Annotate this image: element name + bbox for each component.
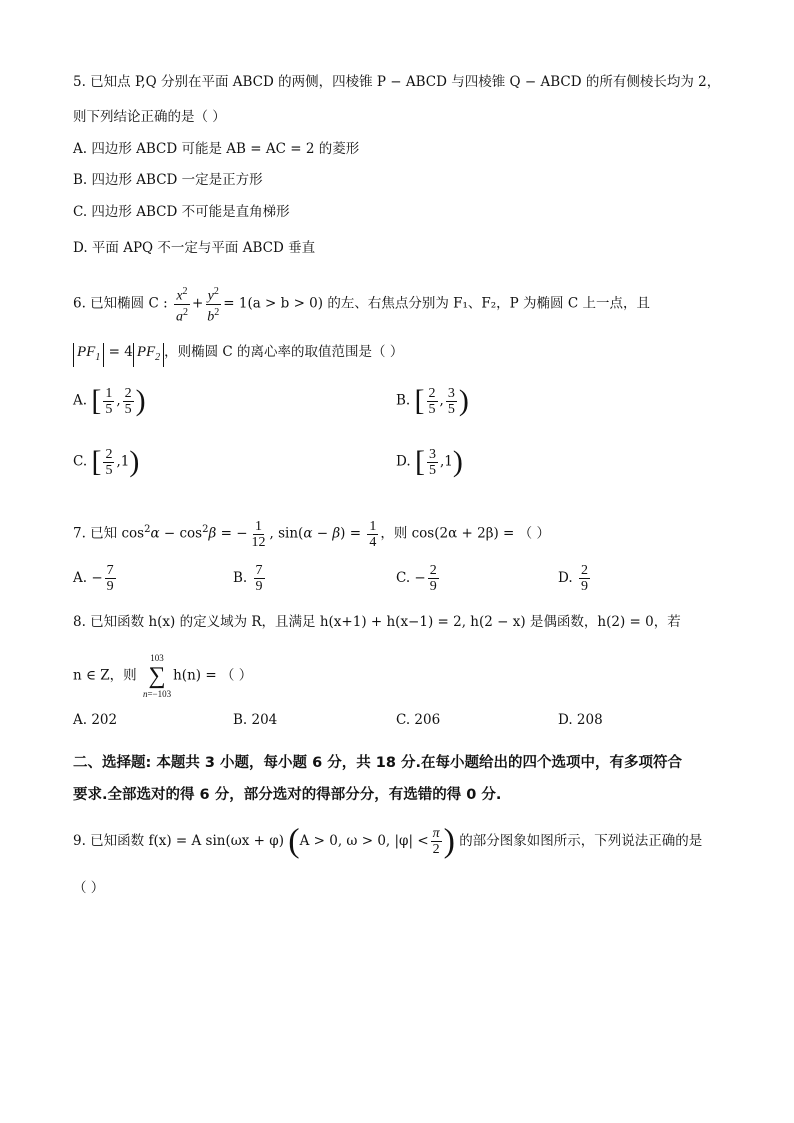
q8-sum-symbol: 103 ∑ n=−103 [142, 653, 172, 699]
q6-abs-pf2: $PF_2$ [133, 343, 164, 367]
q7-option-a-label: A. [73, 570, 88, 586]
q8-option-c: C. 206 [396, 712, 441, 728]
q6-line2-rest: ，则椭圆 C 的离心率的取值范围是（ ） [164, 344, 404, 360]
q7-rest: ，则 cos(2α + 2β) = （ ） [380, 525, 550, 542]
q5-option-b: B. 四边形 ABCD 一定是正方形 [73, 172, 263, 188]
q8-option-b: B. 204 [233, 712, 278, 728]
q6-option-a-label: A. [73, 392, 88, 409]
q7-option-d: D. $\frac{2}{9}$ [558, 563, 588, 594]
q6-prefix: 6. 已知椭圆 C : [73, 295, 168, 312]
q6-option-c: C. [ $\frac{2}{5}$ ,1) [73, 445, 140, 478]
q6-option-a: A. [ $\frac{1}{5}$ , $\frac{2}{5}$ ) [73, 384, 146, 417]
q6-option-b-label: B. [396, 392, 411, 409]
q7-prefix: 7. 已知 [73, 525, 118, 542]
q6-option-c-label: C. [73, 453, 88, 470]
q9-condition: A > 0, ω > 0, |φ| < [299, 833, 429, 849]
q5-option-d: D. 平面 APQ 不一定与平面 ABCD 垂直 [73, 240, 316, 256]
q7-option-c: C. − $\frac{2}{9}$ [396, 563, 437, 594]
q7-stem: 7. 已知 $\cos^2\alpha - \cos^2\beta$ = − $\frac{1}{12}$ , sin(α − β) = $\frac{1}{4}$ ，则 cos(2α + 2β) = （ ） [73, 518, 550, 550]
q8-option-a: A. 202 [73, 712, 118, 728]
q6-stem-line2: $PF_1 = 4$ $PF_2$ ，则椭圆 C 的离心率的取值范围是（ ） [73, 342, 403, 367]
q6-stem-line1: 6. 已知椭圆 C : $\frac{x^2}{a^2}$ + $\frac{y^2}{b^2}$ = 1(a > b > 0) 的左、右焦点分别为 F₁、F₂，P 为椭圆 C 上一点，且 [73, 286, 650, 325]
section2-heading-line2: 要求.全部选对的得 6 分，部分选对的得部分分，有选错的得 0 分. [73, 787, 502, 803]
q8-stem-line2 [73, 652, 252, 700]
q7-option-b-label: B. [233, 570, 248, 586]
q5-option-c: C. 四边形 ABCD 不可能是直角梯形 [73, 204, 290, 220]
q8-line2-pre: n ∈ Z，则 [73, 667, 137, 684]
q5-stem-line2: 则下列结论正确的是（ ） [73, 109, 226, 125]
q5-option-a: A. 四边形 ABCD 可能是 AB = AC = 2 的菱形 [73, 141, 360, 157]
section2-heading-line1: 二、选择题: 本题共 3 小题，每小题 6 分，共 18 分.在每小题给出的四个选项中，有多项符合 [73, 755, 682, 771]
q6-fraction-y: $\frac{y^2}{b^2}$ [207, 286, 220, 325]
q6-condition: = 1(a > b > 0) [223, 295, 324, 312]
q7-option-d-label: D. [558, 570, 573, 586]
q7-option-a: A. − $\frac{7}{9}$ [73, 563, 114, 594]
q6-fraction-x: $\frac{x^2}{a^2}$ [175, 286, 188, 325]
q6-option-d-label: D. [396, 453, 411, 470]
q7-option-b: B. $\frac{7}{9}$ [233, 563, 263, 594]
q6-abs-pf1: $PF_1$ [73, 343, 104, 367]
q8-stem-line1: 8. 已知函数 h(x) 的定义域为 R，且满足 h(x+1) + h(x−1) = 2, h(2 − x) 是偶函数，h(2) = 0，若 [73, 614, 681, 630]
q6-option-d: D. [ $\frac{3}{5}$ ,1) [396, 445, 463, 478]
q7-option-c-label: C. [396, 570, 411, 586]
q6-rest: 的左、右焦点分别为 F₁、F₂，P 为椭圆 C 上一点，且 [323, 295, 650, 312]
q6-option-b: B. [ $\frac{2}{5}$ , $\frac{3}{5}$ ) [396, 384, 469, 417]
q9-rest: 的部分图象如图所示，下列说法正确的是 [455, 833, 703, 849]
q9-stem-line2: （ ） [73, 880, 105, 896]
q9-prefix: 9. 已知函数 f(x) = A sin(ωx + φ) [73, 833, 284, 849]
q8-line2-post: h(n) = （ ） [173, 667, 253, 684]
q9-stem-line1: 9. 已知函数 f(x) = A sin(ωx + φ) (A > 0, ω > 0, |φ| < $\frac{\pi}{2}$ ) 的部分图象如图所示，下列说法正确的是 [73, 822, 703, 860]
q5-stem-line1: 5. 已知点 P,Q 分别在平面 ABCD 的两侧，四棱锥 P − ABCD 与四棱锥 Q − ABCD 的所有侧棱长均为 2， [73, 74, 721, 90]
q8-option-d: D. 208 [558, 712, 603, 728]
